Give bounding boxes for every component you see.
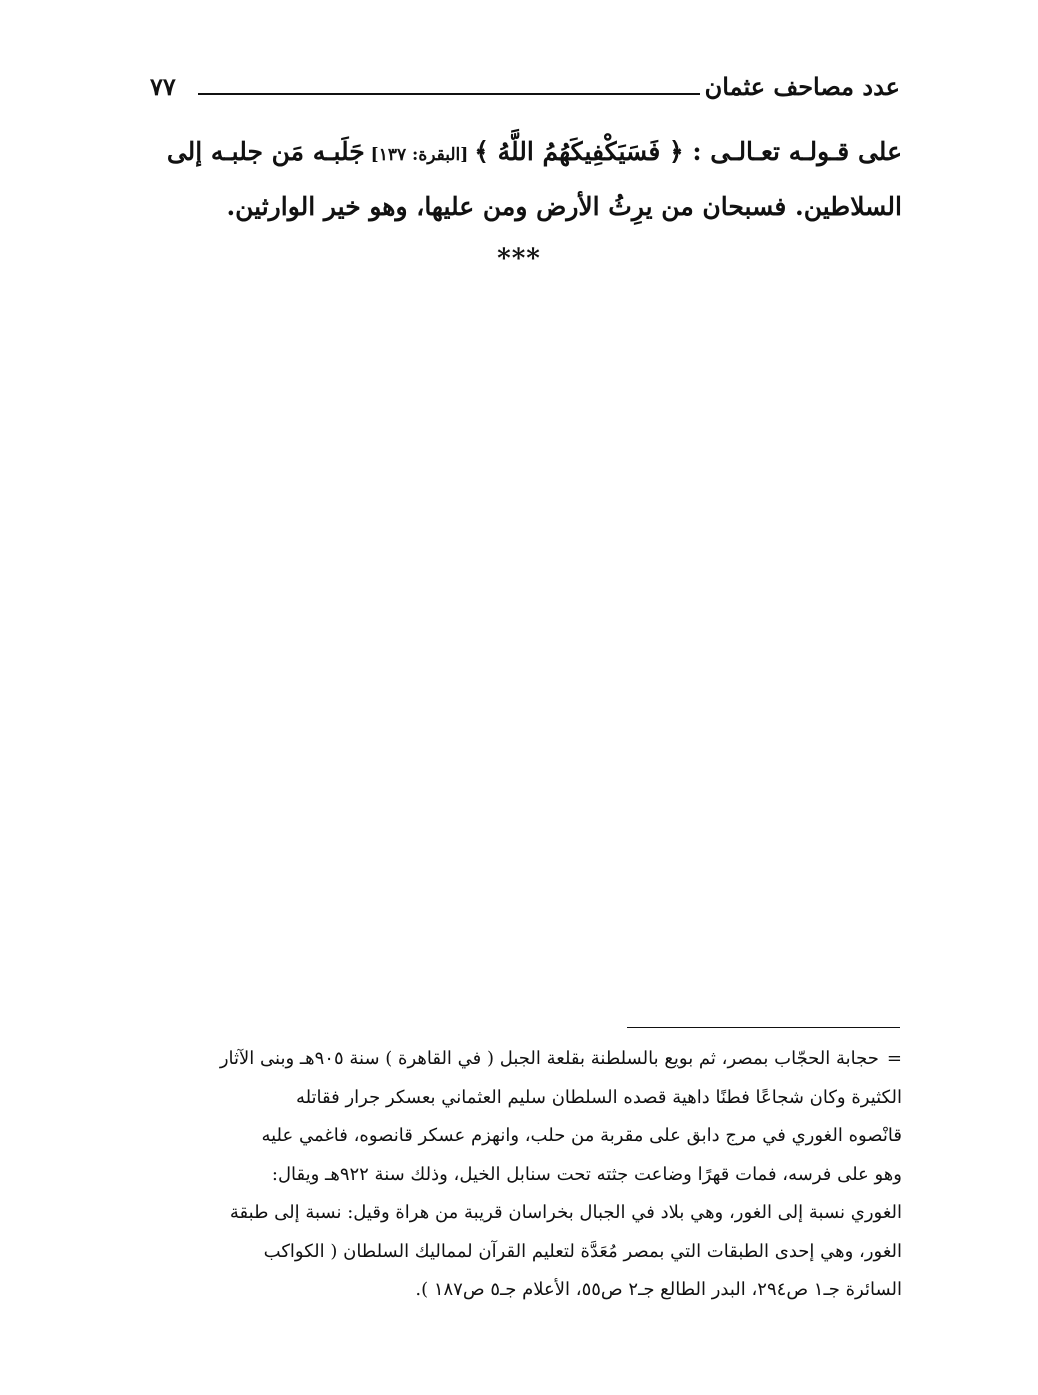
quran-verse: فَسَيَكْفِيكَهُمُ اللَّهُ xyxy=(488,137,669,166)
footnote-line: الغوري نسبة إلى الغور، وهي بلاد في الجبال بخراسان قريبة من هراة وقيل: نسبة إلى طبقة xyxy=(229,1202,902,1223)
page-number: ٧٧ xyxy=(150,72,176,101)
page-header xyxy=(150,72,900,112)
footnotes xyxy=(157,1040,902,1310)
footnote-continuation-marker: = xyxy=(886,1048,902,1069)
footnote-line-text: حجابة الحجّاب بمصر، ثم بويع بالسلطنة بقلعة الجبل ( في القاهرة ) سنة ٩٠٥هـ وبنى الآثار xyxy=(219,1048,879,1069)
footnote-rule xyxy=(627,1027,900,1028)
footnote-line: قانْصوه الغوري في مرج دابق على مقربة من حلب، وانهزم عسكر قانصوه، فاغمي عليه xyxy=(261,1125,902,1146)
main-line-1 xyxy=(157,126,902,181)
section-separator: *** xyxy=(497,244,541,274)
footnote-line: وهو على فرسه، فمات قهرًا وضاعت جثته تحت سنابل الخيل، وذلك سنة ٩٢٢هـ ويقال: xyxy=(271,1163,902,1185)
main-line-1-post: جَلَبـه مَن جلبـه إلى xyxy=(166,137,365,166)
header-rule xyxy=(198,93,700,95)
running-title: عدد مصاحف عثمان xyxy=(704,72,900,101)
footnote-line: الغور، وهي إحدى الطبقات التي بمصر مُعَدَّة لتعليم القرآن لمماليك السلطان ( الكواكب xyxy=(263,1240,902,1262)
main-line-2: السلاطين. فسبحان من يرِثُ الأرض ومن عليها، وهو خير الوارثين. xyxy=(226,192,902,221)
footnote-line xyxy=(157,1040,902,1079)
main-line-1-pre: على قـولـه تعـالـى : xyxy=(683,137,902,166)
footnote-line: الكثيرة وكان شجاعًا فطنًا داهية قصده السلطان سليم العثماني بعسكر جرار فقاتله xyxy=(295,1086,902,1108)
footnote-line: السائرة جـ١ ص٢٩٤، البدر الطالع جـ٢ ص٥٥، الأعلام جـ٥ ص١٨٧ ). xyxy=(415,1279,902,1300)
quran-bracket-close: ﴾ xyxy=(474,137,489,166)
main-text xyxy=(157,126,902,233)
quran-bracket-open: ﴿ xyxy=(668,137,684,166)
verse-reference: [البقرة: ١٣٧] xyxy=(364,145,475,165)
